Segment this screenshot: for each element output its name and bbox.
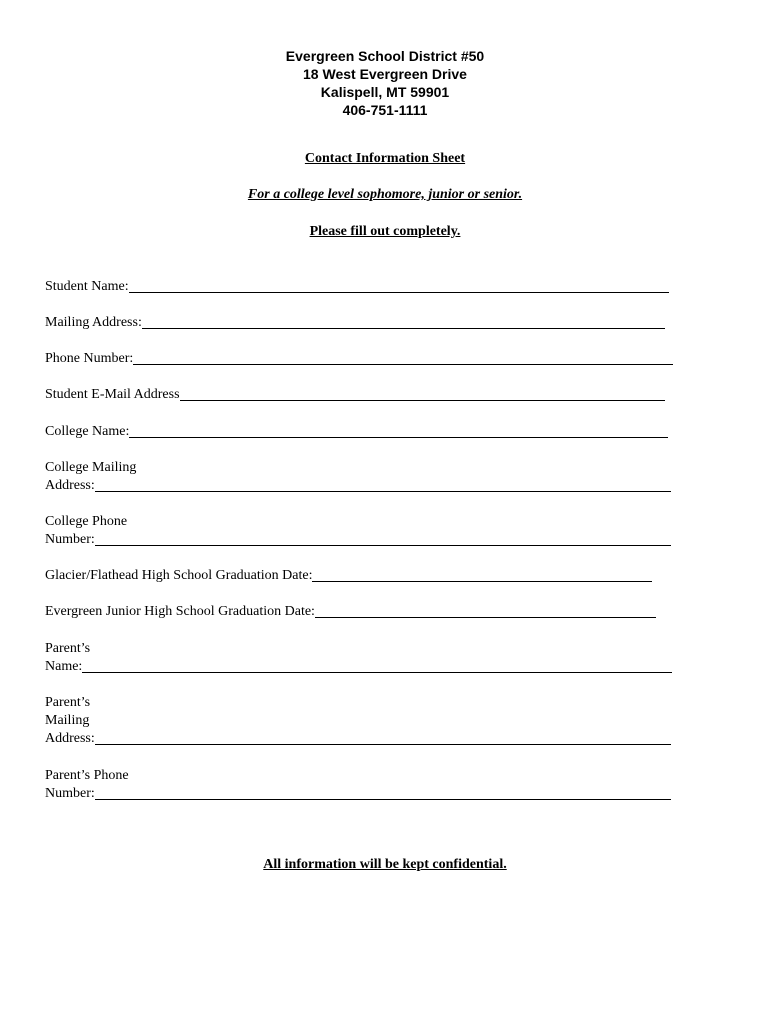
college-phone-label-line1: College Phone — [45, 514, 128, 529]
parent-phone-label-line1: Parent’s Phone — [45, 768, 129, 783]
mailing-address-field — [45, 314, 665, 332]
parent-mailing-label-line3: Address: — [45, 731, 95, 746]
student-name-label: Student Name: — [45, 279, 129, 294]
college-mailing-label-line2: Address: — [45, 478, 95, 493]
student-email-label: Student E-Mail Address — [45, 387, 180, 402]
parent-mailing-address-field — [45, 694, 671, 748]
junior-high-graduation-input-line[interactable] — [315, 603, 656, 618]
college-name-field — [45, 423, 668, 441]
form-subtitle: For a college level sophomore, junior or senior. — [247, 187, 523, 202]
parent-phone-input-line[interactable] — [95, 785, 671, 800]
student-email-input-line[interactable] — [180, 386, 665, 401]
phone-number-label: Phone Number: — [45, 351, 134, 366]
student-email-field — [45, 386, 665, 404]
form-title: Contact Information Sheet — [304, 151, 466, 166]
student-name-input-line[interactable] — [129, 278, 669, 293]
junior-high-graduation-field — [45, 603, 656, 621]
phone-number-field — [45, 350, 673, 368]
parent-name-input-line[interactable] — [82, 658, 672, 673]
parent-name-field — [45, 640, 672, 676]
student-name-field — [45, 278, 669, 296]
district-phone: 406-751-1111 — [342, 102, 428, 118]
parent-phone-label-line2: Number: — [45, 786, 95, 801]
district-name: Evergreen School District #50 — [285, 48, 485, 64]
parent-name-label-line2: Name: — [45, 659, 83, 674]
junior-high-graduation-label: Evergreen Junior High School Graduation Date: — [45, 604, 315, 619]
college-phone-label-line2: Number: — [45, 532, 95, 547]
form-instruction: Please fill out completely. — [309, 224, 461, 239]
confidentiality-notice: All information will be kept confidential. — [263, 857, 507, 872]
high-school-graduation-input-line[interactable] — [312, 567, 652, 582]
college-mailing-label-line1: College Mailing — [45, 460, 137, 475]
mailing-address-label: Mailing Address: — [45, 315, 142, 330]
phone-number-input-line[interactable] — [133, 350, 673, 365]
college-name-input-line[interactable] — [129, 423, 668, 438]
district-city: Kalispell, MT 59901 — [320, 84, 450, 100]
college-name-label: College Name: — [45, 424, 130, 439]
parent-phone-field — [45, 767, 671, 803]
mailing-address-input-line[interactable] — [142, 314, 665, 329]
college-phone-input-line[interactable] — [95, 531, 671, 546]
parent-mailing-address-input-line[interactable] — [95, 730, 671, 745]
parent-name-label-line1: Parent’s — [45, 641, 91, 656]
college-mailing-address-field — [45, 459, 671, 495]
college-phone-field — [45, 513, 671, 549]
district-street: 18 West Evergreen Drive — [303, 66, 467, 82]
letterhead — [0, 47, 770, 119]
college-mailing-address-input-line[interactable] — [95, 477, 671, 492]
parent-mailing-label-line1: Parent’s — [45, 695, 91, 710]
high-school-graduation-field — [45, 567, 652, 585]
high-school-graduation-label: Glacier/Flathead High School Graduation Date: — [45, 568, 313, 583]
parent-mailing-label-line2: Mailing — [45, 713, 90, 728]
